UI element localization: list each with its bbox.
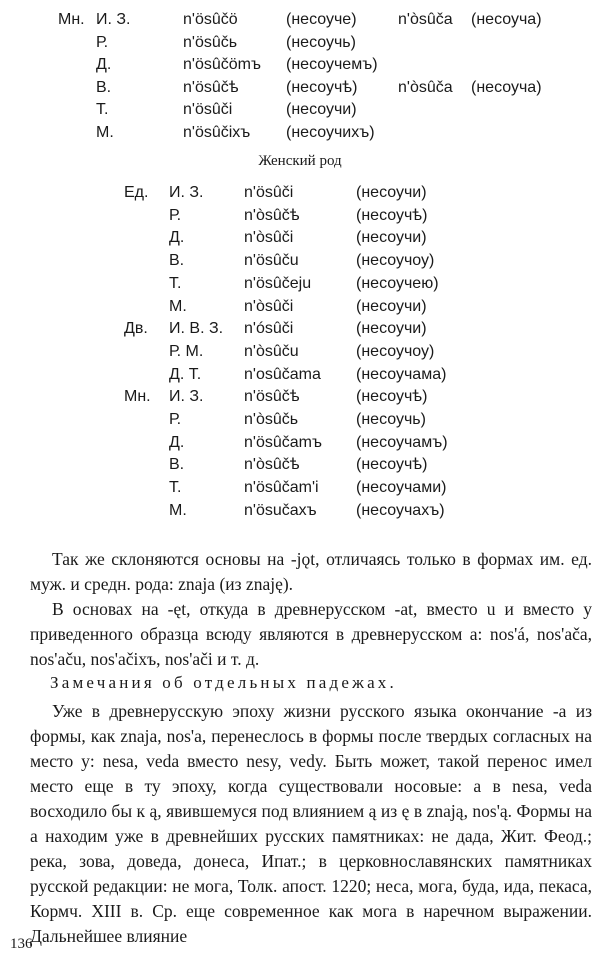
number-label: Дв. bbox=[124, 320, 148, 338]
feminine-heading: Женский род bbox=[258, 153, 342, 169]
cyrillic-gloss: (несоучемъ) bbox=[286, 56, 378, 73]
paragraph-jot-stems bbox=[30, 547, 592, 597]
cyrillic-gloss: (несоуче) bbox=[286, 11, 357, 28]
case-label: Т. bbox=[96, 101, 109, 118]
case-label: Т. bbox=[169, 274, 182, 292]
cyrillic-gloss: (несоучи) bbox=[356, 297, 427, 315]
case-label: Д. Т. bbox=[169, 365, 202, 383]
case-label: Д. bbox=[169, 433, 185, 451]
word-form: n'ösûčömъ bbox=[183, 56, 261, 73]
word-form: n'òsûčѣ bbox=[244, 206, 300, 224]
case-label: Р. bbox=[96, 33, 109, 51]
word-form: n'òsûčѣ bbox=[244, 456, 300, 474]
cyrillic-gloss: (несоучоу) bbox=[356, 342, 435, 360]
word-form: n'ösučахъ bbox=[244, 501, 317, 519]
word-form: n'òsûču bbox=[244, 342, 299, 360]
cyrillic-gloss: (несоучѣ) bbox=[356, 456, 428, 474]
word-form: n'ösûči bbox=[183, 101, 233, 118]
case-label: В. bbox=[169, 252, 185, 270]
case-label: Р. bbox=[169, 206, 182, 224]
cyrillic-gloss: (несоучамъ) bbox=[356, 433, 448, 451]
cyrillic-gloss: (несоучь) bbox=[356, 411, 426, 428]
alt-cyrillic-gloss: (несоуча) bbox=[471, 78, 542, 96]
paragraph-text: Уже в древнерусскую эпоху жизни русского языка окончание -a из формы, как znaja, nos'a, перенеслось в формы после твердых согласных на место y: nesa, veda вместо nesy, vedy. Быть может, такой перенос имел место еще в ту эпоху, когда существовали носовые: a в nesa, veda восходило бы к ą, явившемуся под влиянием ą из ę в znają, nos'ą. Формы на a находим уже в древнейших русских памятниках: не дада, Жит. Феод.; река, зова, доведа, донеса, Ипат.; в церковнославянских памятниках русской редакции: не мога, Толк. апост. 1220; неса, мога, буда, ида, пекаса, Кормч. XIII в. Ср. еще современное как мога в наречном выражении. Дальнейшее влияние bbox=[30, 701, 592, 946]
case-label: М. bbox=[169, 501, 187, 519]
cyrillic-gloss: (несоучи) bbox=[356, 184, 427, 201]
cyrillic-gloss: (несоучама) bbox=[356, 365, 447, 383]
word-form: n'ösûčѣ bbox=[244, 388, 300, 406]
case-label: Д. bbox=[169, 229, 185, 247]
cyrillic-gloss: (несоучи) bbox=[356, 229, 427, 247]
case-label: Д. bbox=[96, 56, 112, 73]
word-form: n'ösûčamъ bbox=[244, 433, 322, 451]
number-label: Мн. bbox=[58, 11, 85, 28]
word-form: n'osûčama bbox=[244, 365, 321, 383]
page-number: 136 bbox=[10, 936, 33, 952]
word-form: n'ösûčö bbox=[183, 11, 238, 28]
case-label: М. bbox=[169, 297, 187, 315]
cyrillic-gloss: (несоучами) bbox=[356, 479, 447, 497]
cyrillic-gloss: (несоучихъ) bbox=[286, 123, 375, 141]
word-form: n'ösûči bbox=[244, 184, 294, 201]
cyrillic-gloss: (несоучѣ) bbox=[356, 206, 428, 224]
word-form: n'ösûču bbox=[244, 252, 299, 270]
cyrillic-gloss: (несоучоу) bbox=[356, 252, 435, 270]
alt-word-form: n'òsûča bbox=[398, 11, 453, 28]
case-label: В. bbox=[96, 78, 112, 96]
alt-cyrillic-gloss: (несоуча) bbox=[471, 11, 542, 28]
word-form: n'ösûčѣ bbox=[183, 78, 239, 96]
paragraph-text: Так же склоняются основы на -jǫt, отличаясь только в формах им. ед. муж. и средн. рода: znaja (из znaję). bbox=[30, 549, 592, 594]
word-form: n'ösûčam'i bbox=[244, 479, 319, 497]
word-form: n'ösûčь bbox=[183, 33, 238, 51]
cyrillic-gloss: (несоучѣ) bbox=[286, 78, 358, 96]
word-form: n'òsûčь bbox=[244, 411, 299, 428]
word-form: n'ösûčeju bbox=[244, 274, 312, 292]
case-label: И. З. bbox=[96, 11, 131, 28]
number-label: Ед. bbox=[124, 184, 149, 201]
word-form: n'òsûči bbox=[244, 229, 294, 247]
number-label: Мн. bbox=[124, 388, 151, 406]
case-label: Р. bbox=[169, 411, 182, 428]
cyrillic-gloss: (несоучахъ) bbox=[356, 501, 445, 519]
cyrillic-gloss: (несоучи) bbox=[286, 101, 357, 118]
alt-word-form: n'òsûča bbox=[398, 78, 453, 96]
word-form: n'ösûčixъ bbox=[183, 123, 251, 141]
cyrillic-gloss: (несоучѣ) bbox=[356, 388, 428, 406]
section-subheading: Замечания об отдельных падежах. bbox=[50, 673, 397, 692]
case-label: В. bbox=[169, 456, 185, 474]
case-label: И. З. bbox=[169, 388, 204, 406]
word-form: n'òsûči bbox=[244, 297, 294, 315]
cyrillic-gloss: (несоучею) bbox=[356, 274, 439, 292]
cyrillic-gloss: (несоучь) bbox=[286, 33, 356, 51]
case-label: И. В. З. bbox=[169, 320, 224, 338]
case-label: И. З. bbox=[169, 184, 204, 201]
word-form: n'ósûči bbox=[244, 320, 294, 338]
paragraph-text: В основах на -ęt, откуда в древнерусском -at, вместо u и вместо y приведенного образца всюду являются в древнерусском a: nos'á, nos'аčа, nos'аču, nos'ačixъ, nos'ači и т. д. bbox=[30, 599, 592, 669]
cyrillic-gloss: (несоучи) bbox=[356, 320, 427, 338]
case-label: М. bbox=[96, 123, 114, 141]
case-label: Р. М. bbox=[169, 342, 204, 360]
paragraph-case-notes bbox=[30, 699, 592, 949]
paragraph-et-stems bbox=[30, 597, 592, 672]
case-label: Т. bbox=[169, 479, 182, 497]
